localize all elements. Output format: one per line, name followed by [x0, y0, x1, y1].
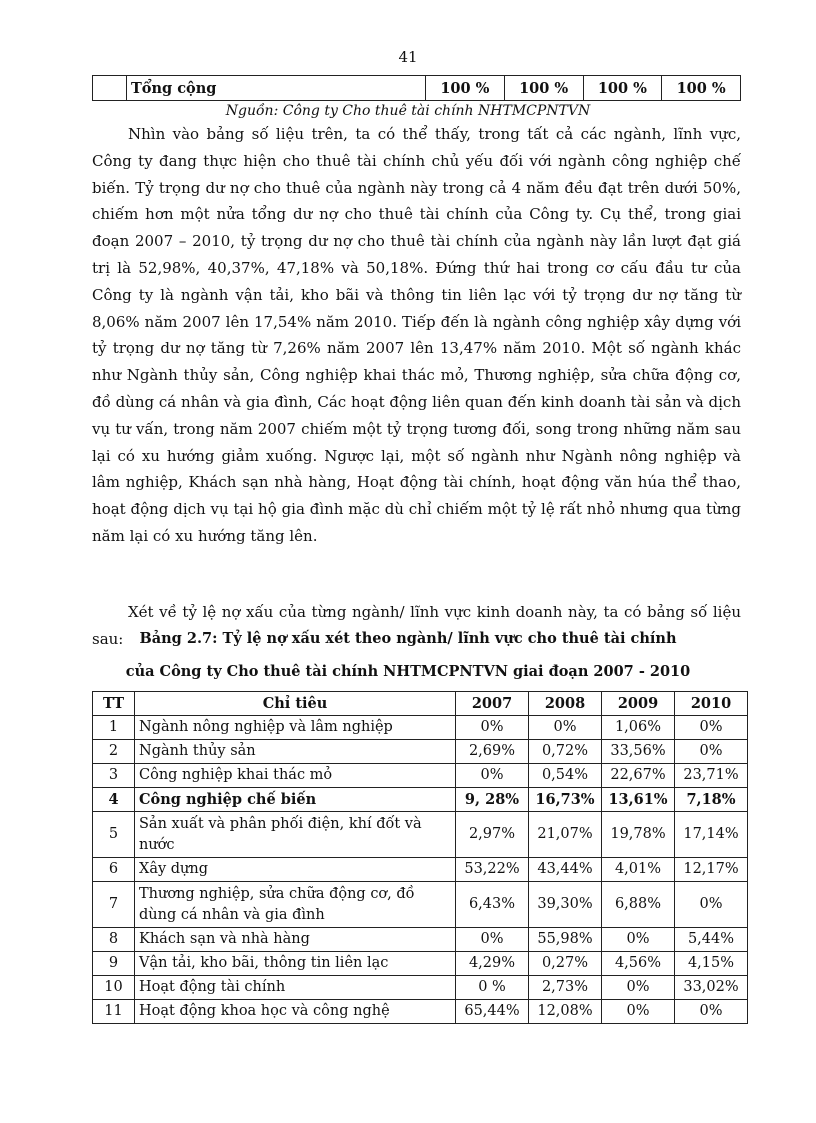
row-indicator: Hoạt động tài chính — [135, 976, 456, 1000]
value-2007: 0 % — [456, 976, 529, 1000]
value-2008: 0% — [529, 716, 602, 740]
value-2008: 43,44% — [529, 858, 602, 882]
header-tt: TT — [93, 692, 135, 716]
value-2009: 1,06% — [602, 716, 675, 740]
row-indicator: Xây dựng — [135, 858, 456, 882]
table-row — [93, 1000, 748, 1024]
row-number: 3 — [93, 764, 135, 788]
value-2007: 2,97% — [456, 812, 529, 858]
value-2007: 2,69% — [456, 740, 529, 764]
table-caption-subtitle: của Công ty Cho thuê tài chính NHTMCPNTVN giai đoạn 2007 - 2010 — [125, 663, 691, 680]
value-2008: 12,08% — [529, 1000, 602, 1024]
total-label: Tổng cộng — [127, 76, 426, 101]
value-2009: 4,01% — [602, 858, 675, 882]
value-2008: 0,27% — [529, 952, 602, 976]
value-2007: 0% — [456, 716, 529, 740]
value-2008: 0,54% — [529, 764, 602, 788]
total-value: 100 % — [504, 76, 583, 101]
header-2007: 2007 — [456, 692, 529, 716]
header-indicator: Chỉ tiêu — [135, 692, 456, 716]
total-value: 100 % — [583, 76, 662, 101]
header-2010: 2010 — [675, 692, 748, 716]
value-2007: 0% — [456, 764, 529, 788]
value-2010: 17,14% — [675, 812, 748, 858]
table-caption: Bảng 2.7: Tỷ lệ nợ xấu xét theo ngành/ lĩnh vực cho thuê tài chính — [139, 630, 677, 647]
row-indicator: Ngành thủy sản — [135, 740, 456, 764]
value-2010: 0% — [675, 716, 748, 740]
value-2007: 65,44% — [456, 1000, 529, 1024]
npl-ratio-table — [92, 691, 748, 1024]
table-row — [93, 716, 748, 740]
table-row — [93, 858, 748, 882]
top-summary-table — [92, 75, 741, 101]
value-2010: 0% — [675, 882, 748, 928]
value-2009: 0% — [602, 976, 675, 1000]
row-number: 1 — [93, 716, 135, 740]
table-row — [93, 788, 748, 812]
table-row — [93, 952, 748, 976]
value-2009: 22,67% — [602, 764, 675, 788]
source-note: Nguồn: Công ty Cho thuê tài chính NHTMCPNTVN — [225, 103, 591, 119]
table-row — [93, 976, 748, 1000]
total-value: 100 % — [426, 76, 505, 101]
table-row — [93, 76, 741, 101]
value-2010: 33,02% — [675, 976, 748, 1000]
row-number: 9 — [93, 952, 135, 976]
value-2010: 0% — [675, 740, 748, 764]
value-2010: 23,71% — [675, 764, 748, 788]
empty-cell — [93, 76, 127, 101]
value-2008: 16,73% — [529, 788, 602, 812]
row-number: 10 — [93, 976, 135, 1000]
value-2008: 21,07% — [529, 812, 602, 858]
header-2009: 2009 — [602, 692, 675, 716]
value-2009: 0% — [602, 928, 675, 952]
header-2008: 2008 — [529, 692, 602, 716]
value-2008: 39,30% — [529, 882, 602, 928]
value-2010: 12,17% — [675, 858, 748, 882]
table-header-row — [93, 692, 748, 716]
value-2007: 4,29% — [456, 952, 529, 976]
table-row — [93, 764, 748, 788]
value-2008: 2,73% — [529, 976, 602, 1000]
row-indicator: Thương nghiệp, sửa chữa động cơ, đồ dùng cá nhân và gia đình — [135, 882, 456, 928]
body-paragraph: Nhìn vào bảng số liệu trên, ta có thể thấy, trong tất cả các ngành, lĩnh vực, Công ty đang thực hiện cho thuê tài chính chủ yếu đối với ngành công nghiệp chế biến. Tỷ trọng dư nợ cho thuê của ngành này trong cả 4 năm đều đạt trên dưới 50%, chiếm hơn một nửa tổng dư nợ cho thuê tài chính của Công ty. Cụ thể, trong giai đoạn 2007 – 2010, tỷ trọng dư nợ cho thuê tài chính của ngành này lần lượt đạt giá trị là 52,98%, 40,37%, 47,18% và 50,18%. Đứng thứ hai trong cơ cấu đầu tư của Công ty là ngành vận tải, kho bãi và thông tin liên lạc với tỷ trọng dư nợ tăng từ 8,06% năm 2007 lên 17,54% năm 2010. Tiếp đến là ngành công nghiệp xây dựng với tỷ trọng dư nợ tăng từ 7,26% năm 2007 lên 13,47% năm 2010. Một số ngành khác như Ngành thủy sản, Công nghiệp khai thác mỏ, Thương nghiệp, sửa chữa động cơ, đồ dùng cá nhân và gia đình, Các hoạt động liên quan đến kinh doanh tài sản và dịch vụ tư vấn, trong năm 2007 chiếm một tỷ trọng tương đối, song trong những năm sau lại có xu hướng giảm xuống. Ngược lại, một số ngành như Ngành nông nghiệp và lâm nghiệp, Khách sạn nhà hàng, Hoạt động tài chính, hoạt động văn húa thể thao, hoạt động dịch vụ tại hộ gia đình mặc dù chỉ chiếm một tỷ lệ rất nhỏ nhưng qua từng năm lại có xu hướng tăng lên. — [92, 125, 741, 545]
row-indicator: Hoạt động khoa học và công nghệ — [135, 1000, 456, 1024]
value-2010: 4,15% — [675, 952, 748, 976]
row-indicator: Sản xuất và phân phối điện, khí đốt và nước — [135, 812, 456, 858]
value-2010: 7,18% — [675, 788, 748, 812]
value-2007: 9, 28% — [456, 788, 529, 812]
row-number: 2 — [93, 740, 135, 764]
row-indicator: Công nghiệp chế biến — [135, 788, 456, 812]
row-number: 11 — [93, 1000, 135, 1024]
value-2007: 0% — [456, 928, 529, 952]
row-number: 8 — [93, 928, 135, 952]
total-value: 100 % — [662, 76, 741, 101]
value-2007: 6,43% — [456, 882, 529, 928]
value-2009: 13,61% — [602, 788, 675, 812]
row-number: 6 — [93, 858, 135, 882]
value-2009: 19,78% — [602, 812, 675, 858]
row-indicator: Khách sạn và nhà hàng — [135, 928, 456, 952]
value-2010: 0% — [675, 1000, 748, 1024]
value-2009: 33,56% — [602, 740, 675, 764]
row-indicator: Ngành nông nghiệp và lâm nghiệp — [135, 716, 456, 740]
value-2010: 5,44% — [675, 928, 748, 952]
intro-paragraph: Xét về tỷ lệ nợ xấu của từng ngành/ lĩnh vực kinh doanh này, ta có bảng số liệu sau: — [92, 603, 741, 648]
value-2008: 55,98% — [529, 928, 602, 952]
page-number: 41 — [398, 48, 418, 66]
row-number: 5 — [93, 812, 135, 858]
table-row — [93, 882, 748, 928]
value-2009: 0% — [602, 1000, 675, 1024]
table-row — [93, 812, 748, 858]
value-2009: 4,56% — [602, 952, 675, 976]
value-2007: 53,22% — [456, 858, 529, 882]
table-row — [93, 928, 748, 952]
value-2008: 0,72% — [529, 740, 602, 764]
row-indicator: Công nghiệp khai thác mỏ — [135, 764, 456, 788]
value-2009: 6,88% — [602, 882, 675, 928]
row-number: 4 — [93, 788, 135, 812]
table-row — [93, 740, 748, 764]
row-number: 7 — [93, 882, 135, 928]
row-indicator: Vận tải, kho bãi, thông tin liên lạc — [135, 952, 456, 976]
